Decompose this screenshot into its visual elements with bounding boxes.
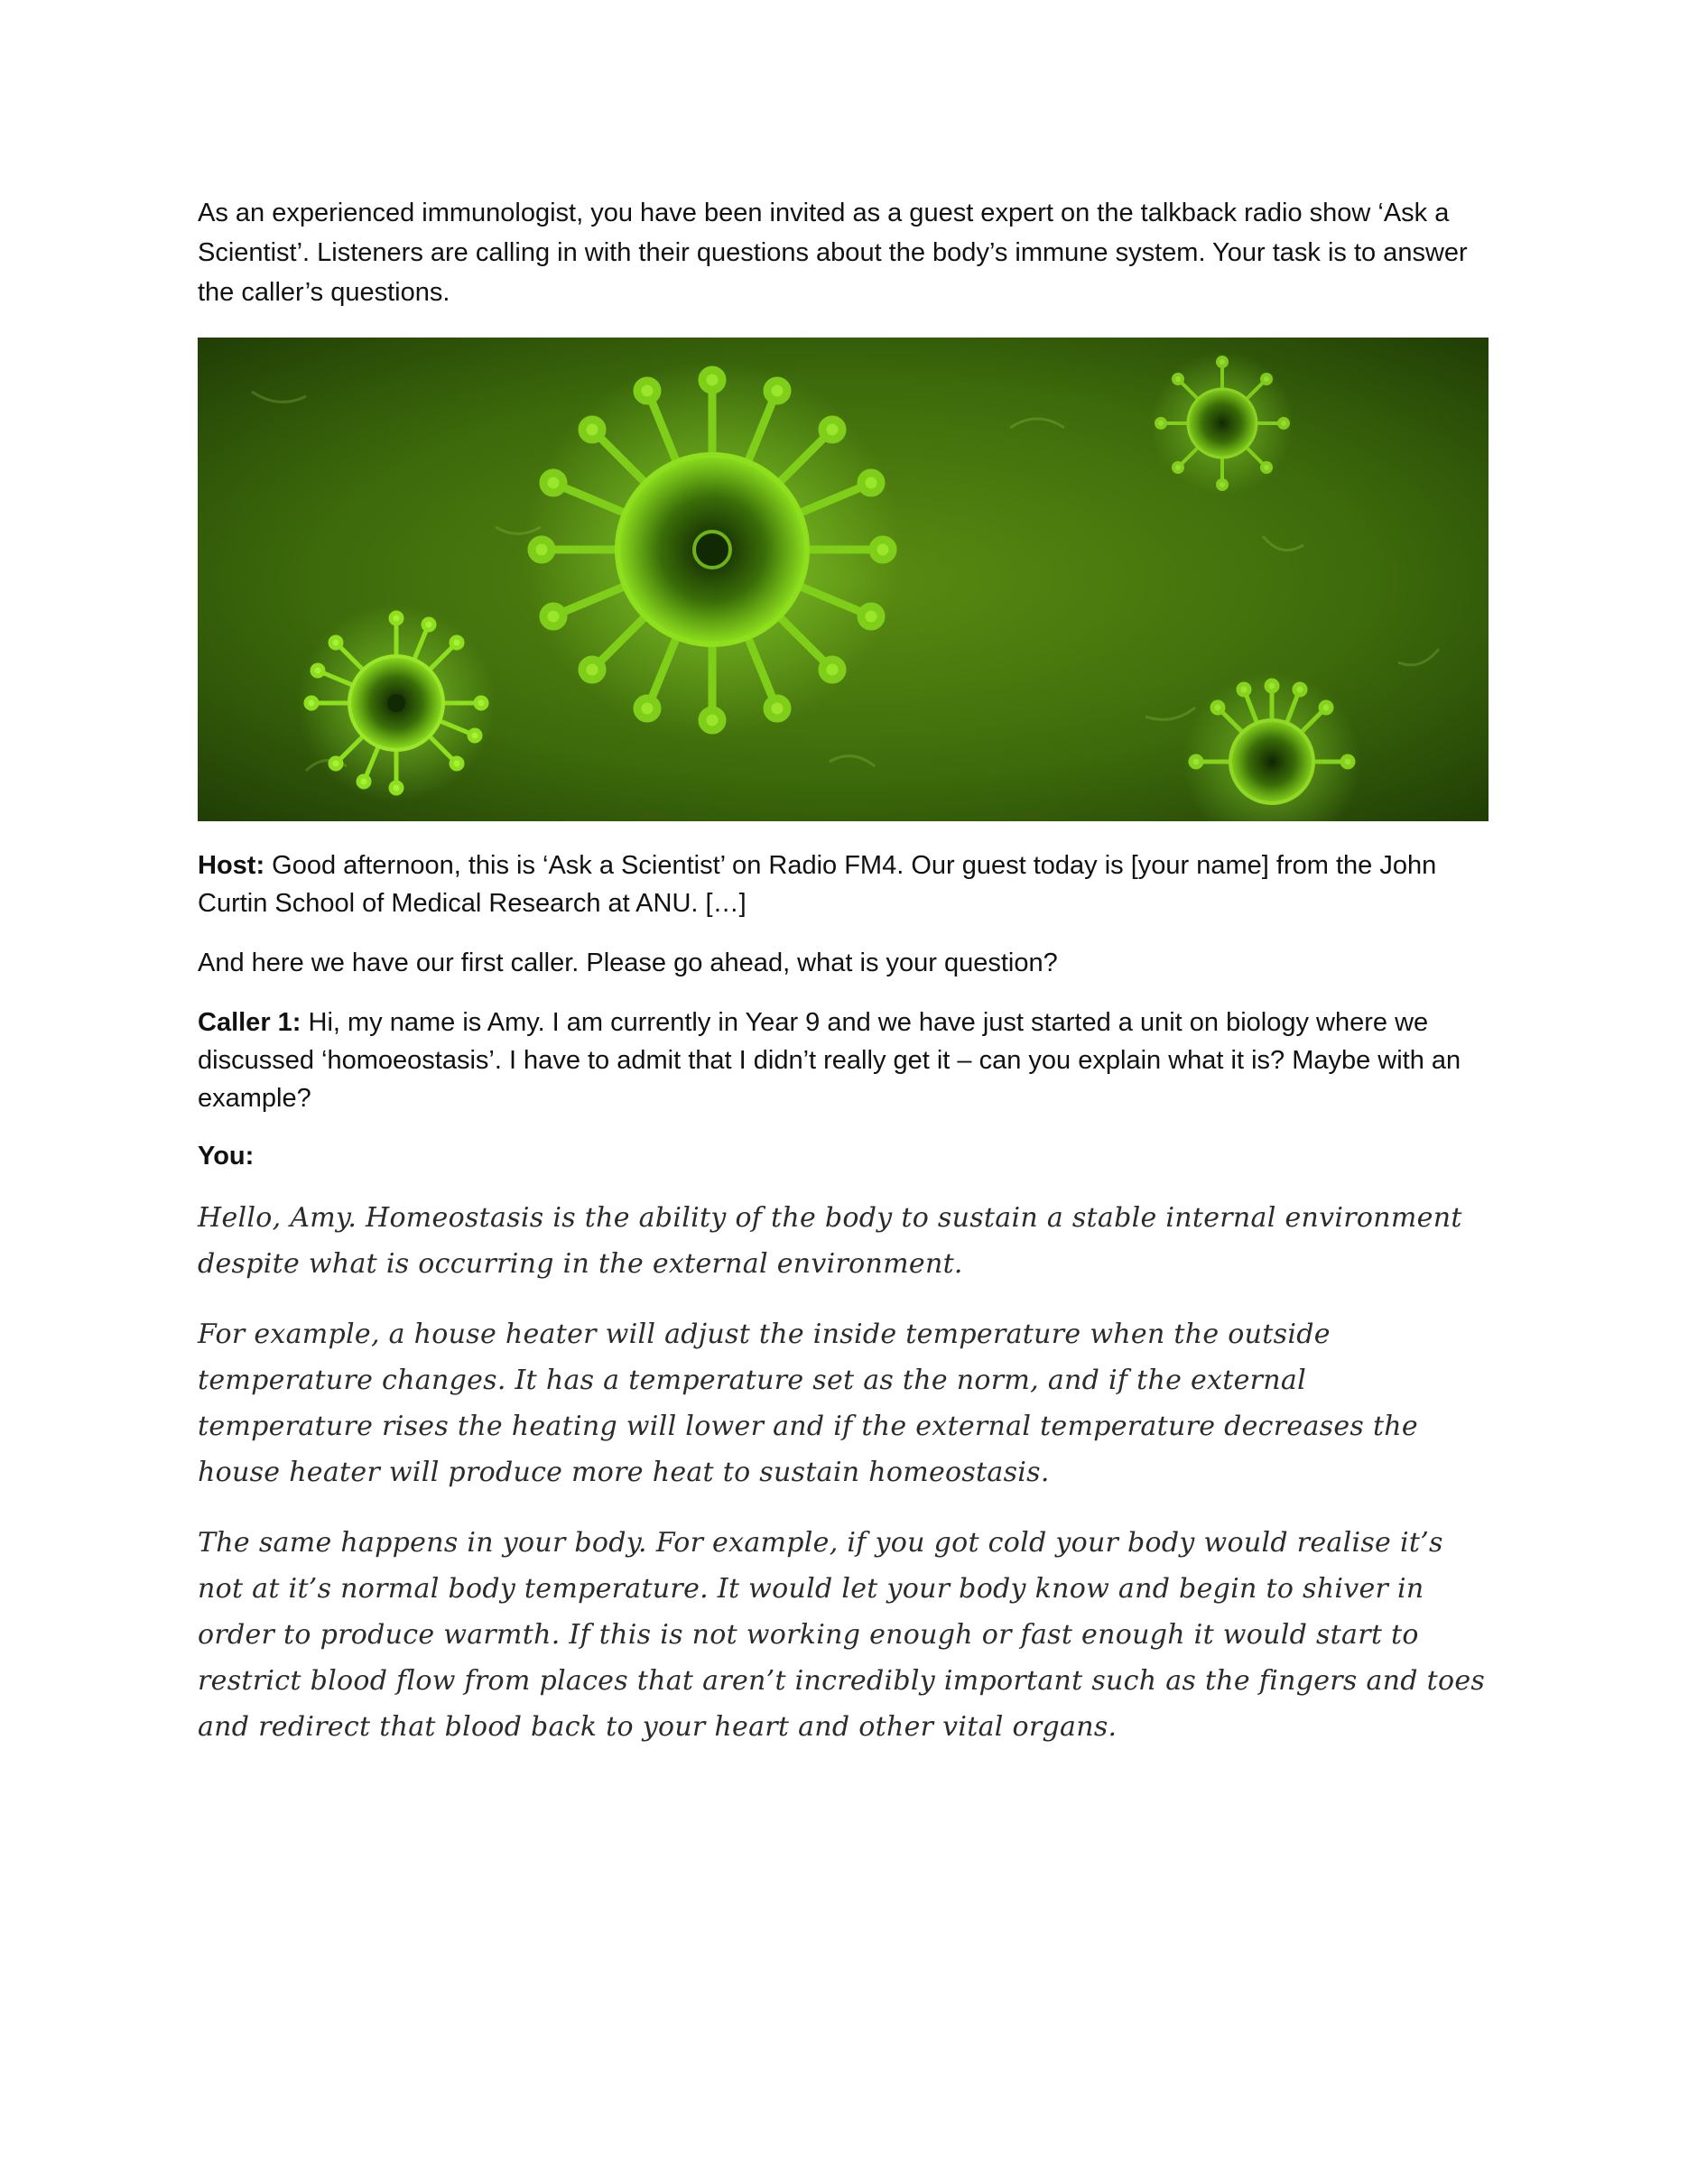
host-label: Host:	[198, 851, 265, 880]
follow-up-paragraph: And here we have our first caller. Please go ahead, what is your question?	[198, 949, 1058, 977]
host-text: Good afternoon, this is ‘Ask a Scientist’ on Radio FM4. Our guest today is [your name] from the John Curtin School of Medical Research at ANU. […]	[198, 851, 1437, 918]
caller-label: Caller 1:	[198, 1008, 301, 1037]
you-label: You:	[198, 1142, 255, 1171]
document-page	[198, 193, 1489, 1750]
caller-paragraph	[198, 1004, 1489, 1117]
virus-left	[297, 604, 496, 802]
intro-paragraph: As an experienced immunologist, you have been invited as a guest expert on the talkback radio show ‘Ask a Scientist’. Listeners are calling in with their questions about the body’s immune system. Your task is to answer the caller’s questions.	[198, 199, 1468, 307]
answer-paragraph-3: The same happens in your body. For example, if you got cold your body would realise it’s not at it’s normal body temperature. It would let your body know and begin to shiver in order to produce warmth. If this is not working enough or fast enough it would start to restrict blood flow from places that aren’t incredibly important such as the fingers and toes and redirect that blood back to your heart and other vital organs.	[198, 1527, 1486, 1743]
answer-paragraph-2: For example, a house heater will adjust the inside temperature when the outside temperature changes. It has a temperature set as the norm, and if the external temperature rises the heating will lower and if the external temperature decreases the house heater will produce more heat to sustain homeostasis.	[198, 1319, 1418, 1488]
virus-top-right	[1150, 351, 1294, 495]
caller-text: Hi, my name is Amy. I am currently in Year 9 and we have just started a unit on biology where we discussed ‘homoeostasis’. I have to admit that I didn’t really get it – can you explain what it is? Maybe with an example?	[198, 1008, 1461, 1113]
answer-paragraph-1: Hello, Amy. Homeostasis is the ability of the body to sustain a stable internal environment despite what is occurring in the external environment.	[198, 1202, 1462, 1280]
virus-large	[523, 360, 902, 739]
virus-illustration	[198, 338, 1489, 821]
host-paragraph	[198, 847, 1489, 922]
